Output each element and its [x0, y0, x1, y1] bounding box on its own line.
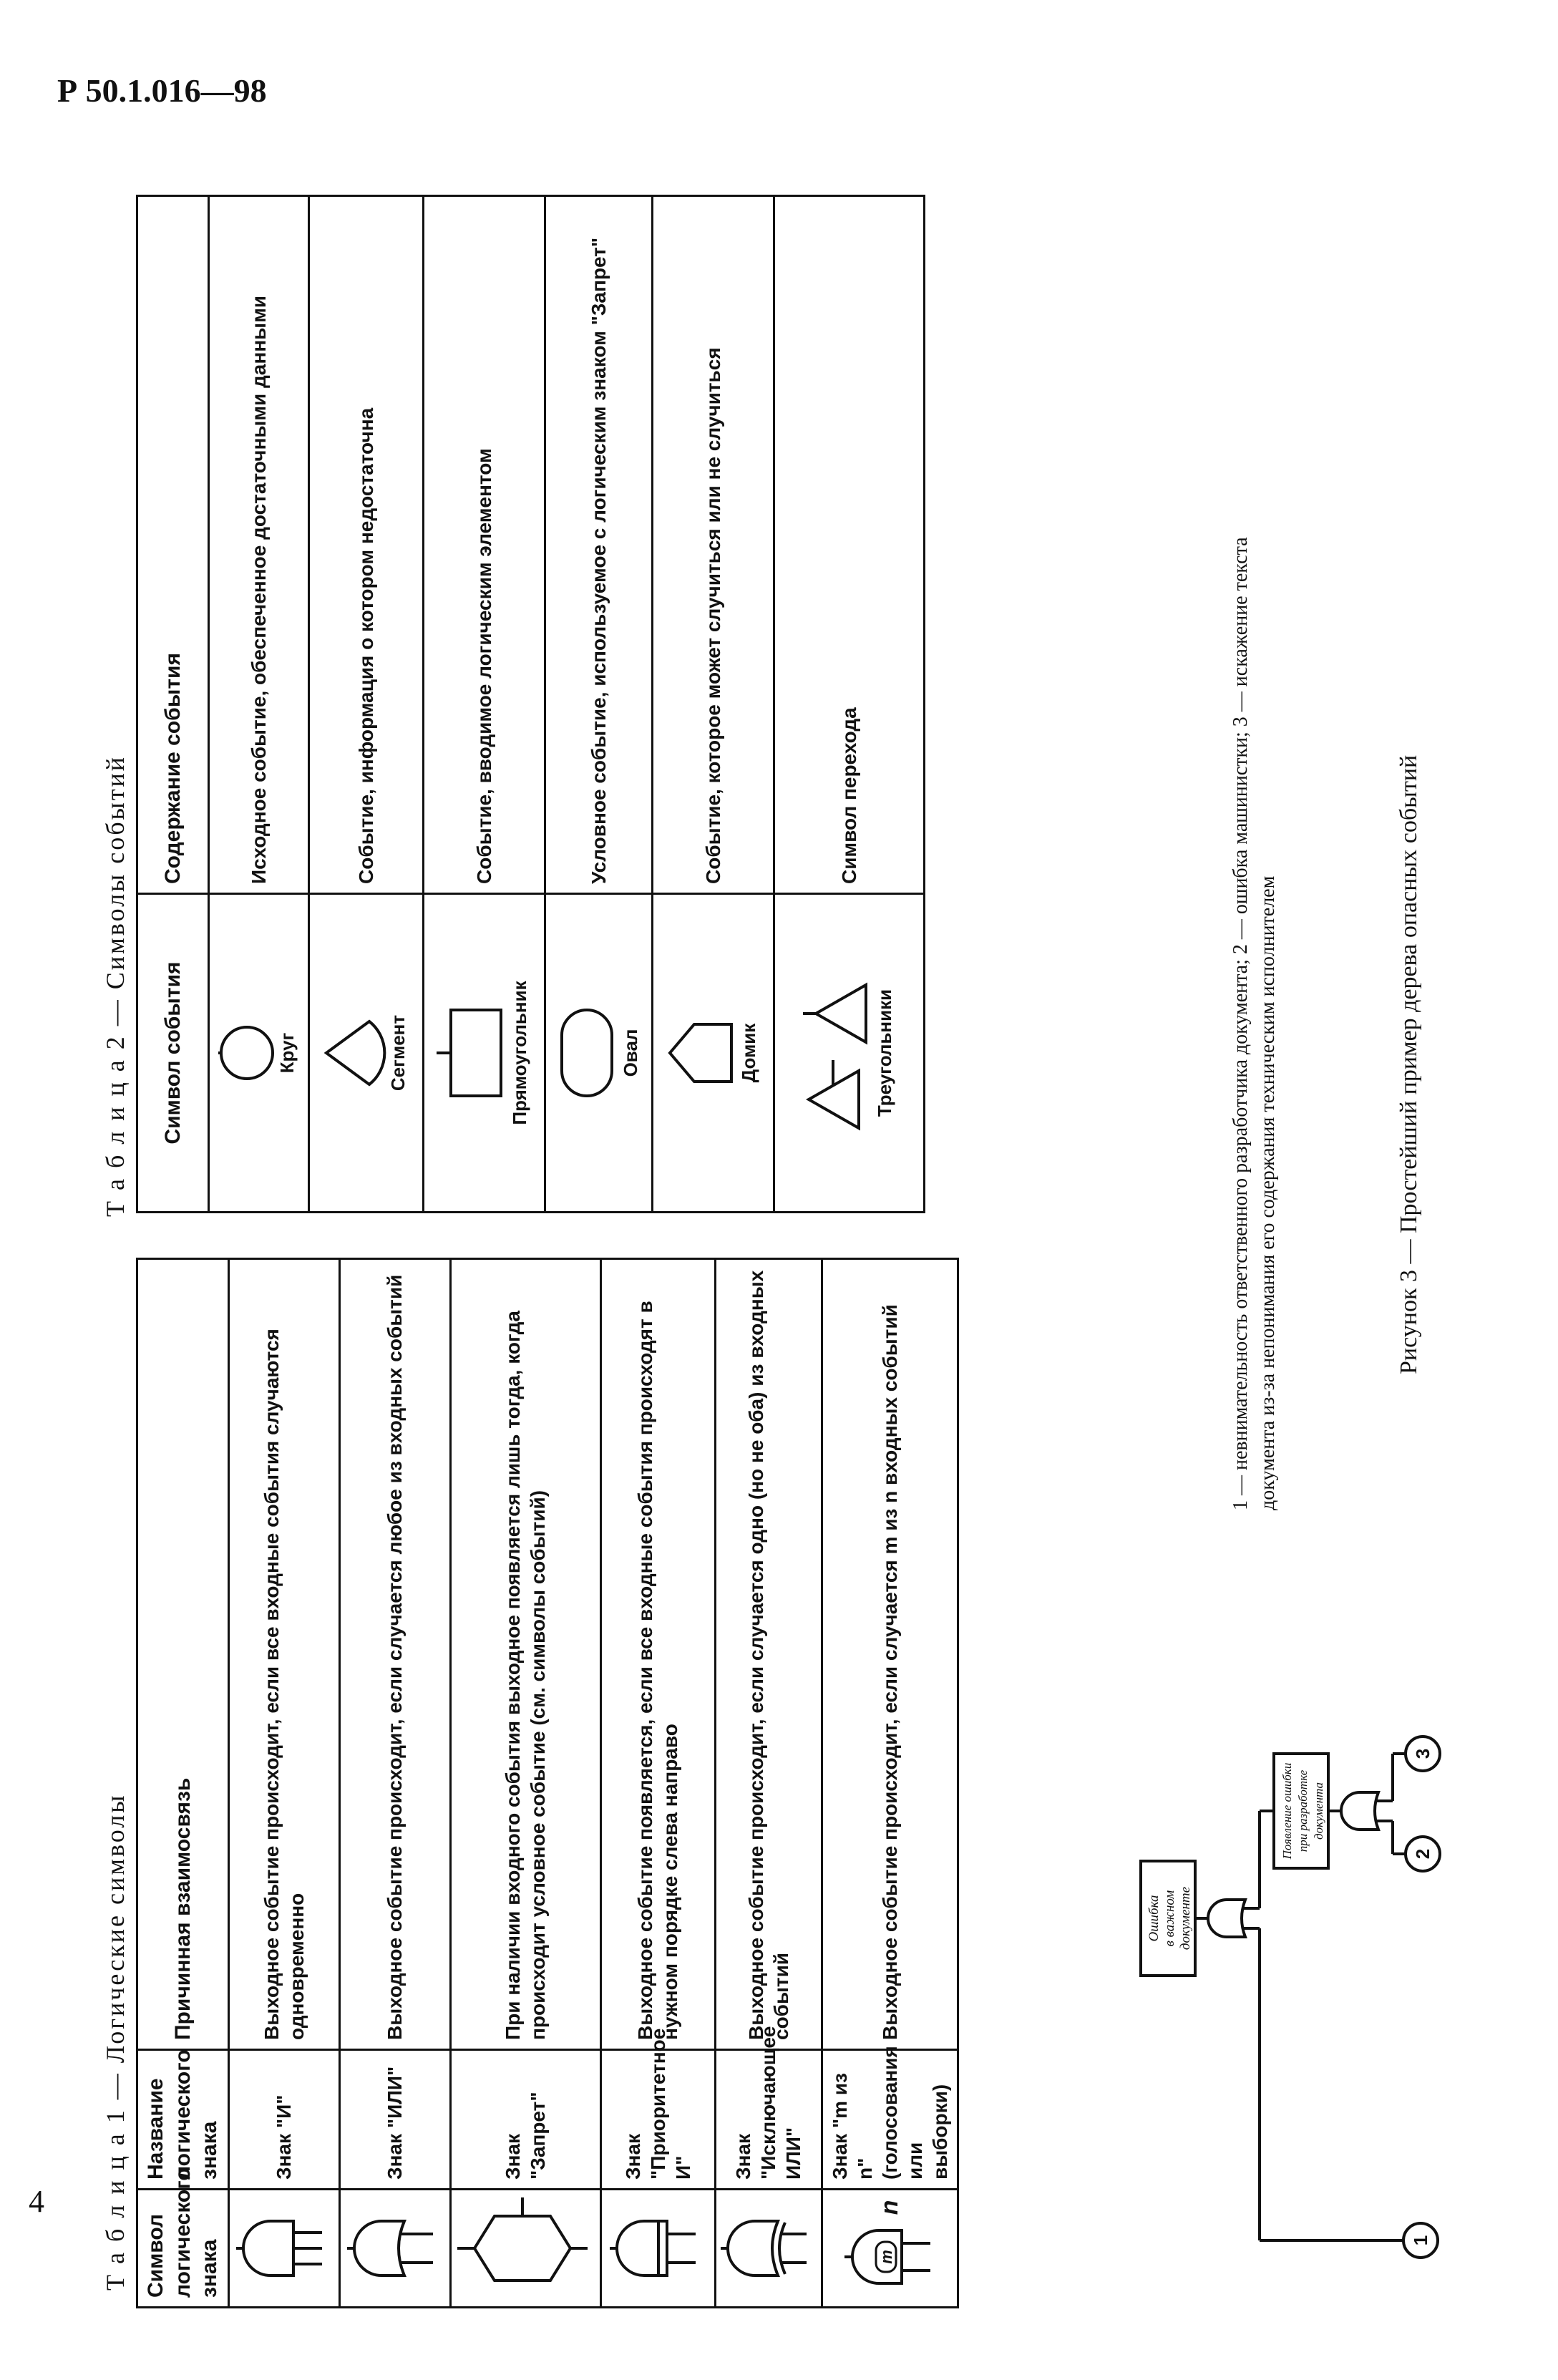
oval-event-label: Овал: [620, 1029, 642, 1077]
triangles-event-label: Треугольники: [874, 989, 896, 1117]
table1-desc: Выходное событие происходит, если случается любое из входных событий: [339, 1259, 450, 2050]
oval-event-icon: [555, 981, 619, 1125]
rectangle-event-label: Прямоугольник: [509, 981, 531, 1125]
and-gate-icon: [235, 2205, 328, 2291]
priority-and-symbol-cell: [600, 2190, 715, 2308]
table1-desc: Выходное событие происходит, если случается одно (но не оба) из входных событий: [715, 1259, 822, 2050]
and-gate-symbol-cell: [228, 2190, 339, 2308]
table1-name: Знак "И": [228, 2050, 339, 2190]
table1-desc: Выходное событие происходит, если все входные события случаются одновременно: [228, 1259, 339, 2050]
table2-header-symbol: Символ события: [137, 894, 209, 1213]
table1-row: [339, 1259, 450, 2308]
table2-desc: Событие, информация о котором недостаточна: [309, 196, 424, 894]
table1-header-name: Название логического знака: [137, 2050, 229, 2190]
table1-name: Знак "ИЛИ": [339, 2050, 450, 2190]
table2-row: [653, 196, 774, 1213]
svg-text:документа: документа: [1312, 1782, 1325, 1840]
table1-name: Знак "Приоритетное И": [600, 2050, 715, 2190]
table2-desc: Символ перехода: [774, 196, 925, 894]
circle-event-icon: [218, 1006, 276, 1099]
svg-text:документе: документе: [1178, 1886, 1193, 1951]
house-event-label: Домик: [738, 1023, 760, 1083]
table1-caption: Т а б л и ц а 1 — Логические символы: [101, 1793, 130, 2291]
figure3-legend: 1 — невнимательность ответственного разработчика документа; 2 — ошибка машинистки; 3 — искажение текста документа из-за непонимания его содержания техническим исполнителем: [1230, 537, 1279, 1510]
table2-caption: Т а б л и ц а 2 — Символы событий: [101, 755, 130, 1217]
table2-row: [209, 196, 309, 1213]
table1-header-relation: Причинная взаимосвязь: [137, 1259, 229, 2050]
priority-and-gate-icon: [608, 2205, 701, 2291]
rotated-page-content: [93, 165, 1453, 2326]
node-2-label: 2: [1412, 1848, 1433, 1860]
rectangle-event-icon: [437, 981, 508, 1125]
circle-event-label: Круг: [276, 1032, 298, 1074]
voting-gate-symbol-cell: [822, 2190, 958, 2308]
table1-header-symbol: Символ логического знака: [137, 2190, 229, 2308]
node-1-label: 1: [1410, 2235, 1431, 2246]
transfer-triangles-icon: [802, 967, 873, 1139]
table2-row: [309, 196, 424, 1213]
voting-gate-icon: [843, 2218, 936, 2296]
svg-text:Появление ошибки: Появление ошибки: [1280, 1762, 1294, 1860]
table1-row: [228, 1259, 339, 2308]
table1-row: [450, 1259, 600, 2308]
or-gate-icon: [1208, 1900, 1245, 1937]
table1-name: Знак "Исключающее ИЛИ": [715, 2050, 822, 2190]
or-gate-icon: [1341, 1792, 1378, 1830]
svg-text:при разработке: при разработке: [1296, 1769, 1310, 1852]
table2-header-row: [137, 196, 209, 1213]
voting-m-label: m: [877, 2250, 895, 2265]
table2-row: [774, 196, 925, 1213]
table1-row: [822, 1259, 958, 2308]
segment-event-icon: [322, 1003, 386, 1103]
table1-name: Знак "m из n" (голосования или выборки): [822, 2050, 958, 2190]
voting-n-label: n: [875, 2200, 903, 2215]
svg-text:в важном: в важном: [1162, 1890, 1177, 1947]
table1-logic-symbols: [136, 1258, 959, 2308]
or-gate-symbol-cell: [339, 2190, 450, 2308]
table2-event-symbols: [136, 195, 925, 1213]
xor-gate-symbol-cell: [715, 2190, 822, 2308]
document-code: Р 50.1.016—98: [57, 72, 267, 109]
table1-desc: Выходное событие происходит, если случается m из n входных событий: [822, 1259, 958, 2050]
exclusive-or-gate-icon: [719, 2205, 812, 2291]
table2-header-content: Содержание события: [137, 196, 209, 894]
table1-row: [715, 1259, 822, 2308]
house-event-icon: [666, 999, 737, 1107]
table2-desc: Событие, которое может случиться или не случиться: [653, 196, 774, 894]
page-number: 4: [29, 2184, 44, 2219]
top-event-text: Ошибка: [1146, 1895, 1162, 1942]
inhibit-gate-symbol-cell: [450, 2190, 600, 2308]
table1-header-row: [137, 1259, 229, 2308]
table1-desc: При наличии входного события выходное появляется лишь тогда, когда происходит условное событие (см. символы событий): [450, 1259, 600, 2050]
segment-event-label: Сегмент: [387, 1014, 409, 1092]
figure3-fault-tree: [1131, 1553, 1446, 2312]
table2-desc: Исходное событие, обеспеченное достаточными данными: [209, 196, 309, 894]
table2-desc: Условное событие, используемое с логическим знаком "Запрет": [545, 196, 653, 894]
node-3-label: 3: [1412, 1748, 1433, 1759]
table2-row: [424, 196, 545, 1213]
figure3-title: Рисунок 3 — Простейший пример дерева опасных событий: [1396, 754, 1422, 1374]
table1-name: Знак "Запрет": [450, 2050, 600, 2190]
or-gate-icon: [346, 2205, 439, 2291]
table2-desc: Событие, вводимое логическим элементом: [424, 196, 545, 894]
table2-row: [545, 196, 653, 1213]
inhibit-hexagon-icon: [454, 2195, 590, 2302]
table1-row: [600, 1259, 715, 2308]
table1-desc: Выходное событие появляется, если все входные события происходят в нужном порядке слева направо: [600, 1259, 715, 2050]
